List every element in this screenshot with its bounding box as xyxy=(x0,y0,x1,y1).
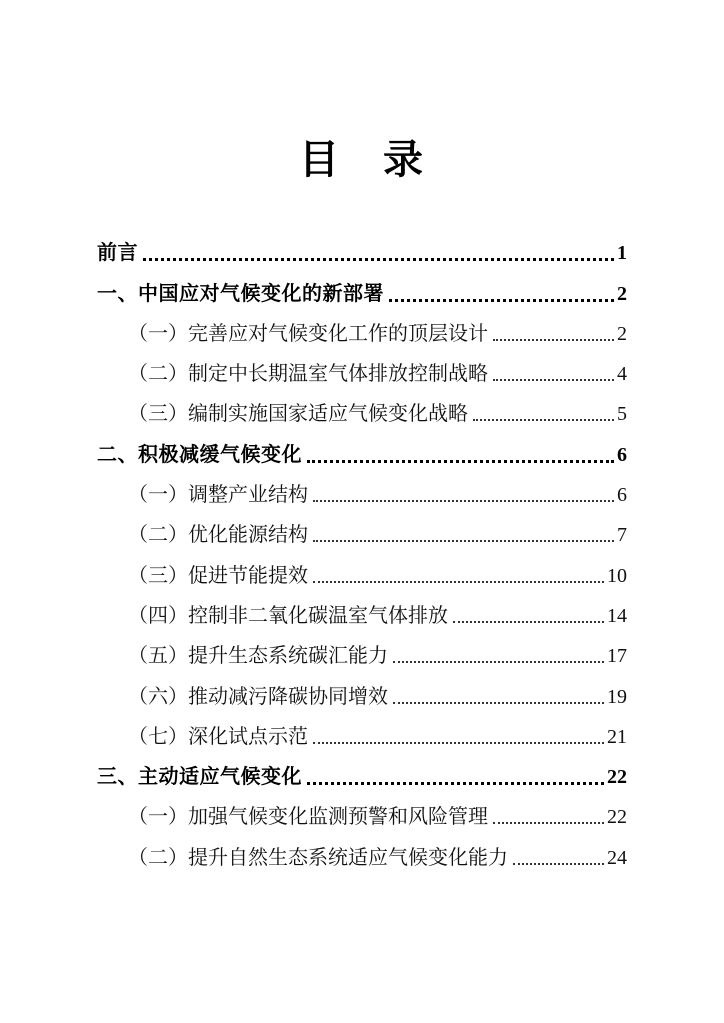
toc-entry-label: （二）制定中长期温室气体排放控制战略 xyxy=(128,363,488,386)
toc-dot-leader xyxy=(313,500,614,502)
toc-entry-label: （三）促进节能提效 xyxy=(128,564,308,587)
toc-entry xyxy=(97,709,627,749)
toc-entry-label: （一）加强气候变化监测预警和风险管理 xyxy=(128,806,488,829)
toc-entry xyxy=(97,306,627,346)
toc-entry-label: （二）优化能源结构 xyxy=(128,524,308,547)
toc-entry xyxy=(97,386,627,426)
toc-entry xyxy=(97,346,627,386)
toc-page-number: 6 xyxy=(617,443,627,466)
toc-entry-label: （一）调整产业结构 xyxy=(128,484,308,507)
toc-entry-label: （二）提升自然生态系统适应气候变化能力 xyxy=(128,846,508,869)
toc-dot-leader xyxy=(143,258,614,261)
toc-entry-label: 一、中国应对气候变化的新部署 xyxy=(97,282,384,305)
toc-dot-leader xyxy=(389,299,614,302)
toc-entry xyxy=(97,749,627,789)
toc-dot-leader xyxy=(453,621,604,623)
toc-entry xyxy=(97,588,627,628)
toc-page-number: 4 xyxy=(617,363,627,386)
toc-entry-label: 前言 xyxy=(97,242,138,265)
toc-entry-label: （七）深化试点示范 xyxy=(128,725,308,748)
toc-page-number: 17 xyxy=(607,645,627,668)
toc-dot-leader xyxy=(313,540,614,542)
toc-dot-leader xyxy=(473,419,614,421)
toc-dot-leader xyxy=(393,702,604,704)
toc-dot-leader xyxy=(393,661,604,663)
toc-dot-leader xyxy=(493,339,614,341)
toc-entry xyxy=(97,789,627,829)
toc-page-number: 2 xyxy=(617,282,627,305)
toc-page-number: 6 xyxy=(617,484,627,507)
toc-page-number: 1 xyxy=(617,242,627,265)
toc-dot-leader xyxy=(307,782,604,785)
toc-dot-leader xyxy=(493,822,604,824)
toc-list xyxy=(97,225,627,870)
toc-page-number: 21 xyxy=(607,725,627,748)
toc-entry xyxy=(97,225,627,265)
toc-entry-label: 二、积极减缓气候变化 xyxy=(97,443,302,466)
toc-entry-label: （六）推动减污降碳协同增效 xyxy=(128,685,388,708)
toc-page-number: 7 xyxy=(617,524,627,547)
toc-entry-label: （四）控制非二氧化碳温室气体排放 xyxy=(128,604,448,627)
toc-page-number: 22 xyxy=(607,766,627,789)
toc-entry xyxy=(97,265,627,305)
toc-entry xyxy=(97,547,627,587)
toc-entry-label: （五）提升生态系统碳汇能力 xyxy=(128,645,388,668)
toc-entry xyxy=(97,467,627,507)
toc-entry xyxy=(97,628,627,668)
toc-page-number: 2 xyxy=(617,322,627,345)
toc-dot-leader xyxy=(313,581,604,583)
toc-dot-leader xyxy=(313,742,604,744)
toc-entry xyxy=(97,829,627,869)
toc-page-number: 5 xyxy=(617,403,627,426)
toc-dot-leader xyxy=(307,460,614,463)
toc-dot-leader xyxy=(513,863,604,865)
page-title: 目 录 xyxy=(299,137,425,182)
toc-page-number: 22 xyxy=(607,806,627,829)
toc-entry xyxy=(97,668,627,708)
toc-entry-label: （三）编制实施国家适应气候变化战略 xyxy=(128,403,468,426)
toc-page-number: 14 xyxy=(607,604,627,627)
toc-entry xyxy=(97,507,627,547)
toc-entry-label: （一）完善应对气候变化工作的顶层设计 xyxy=(128,322,488,345)
toc-page-number: 10 xyxy=(607,564,627,587)
toc-page-number: 24 xyxy=(607,846,627,869)
toc-page-number: 19 xyxy=(607,685,627,708)
toc-entry-label: 三、主动适应气候变化 xyxy=(97,766,302,789)
toc-dot-leader xyxy=(493,379,614,381)
toc-entry xyxy=(97,426,627,466)
